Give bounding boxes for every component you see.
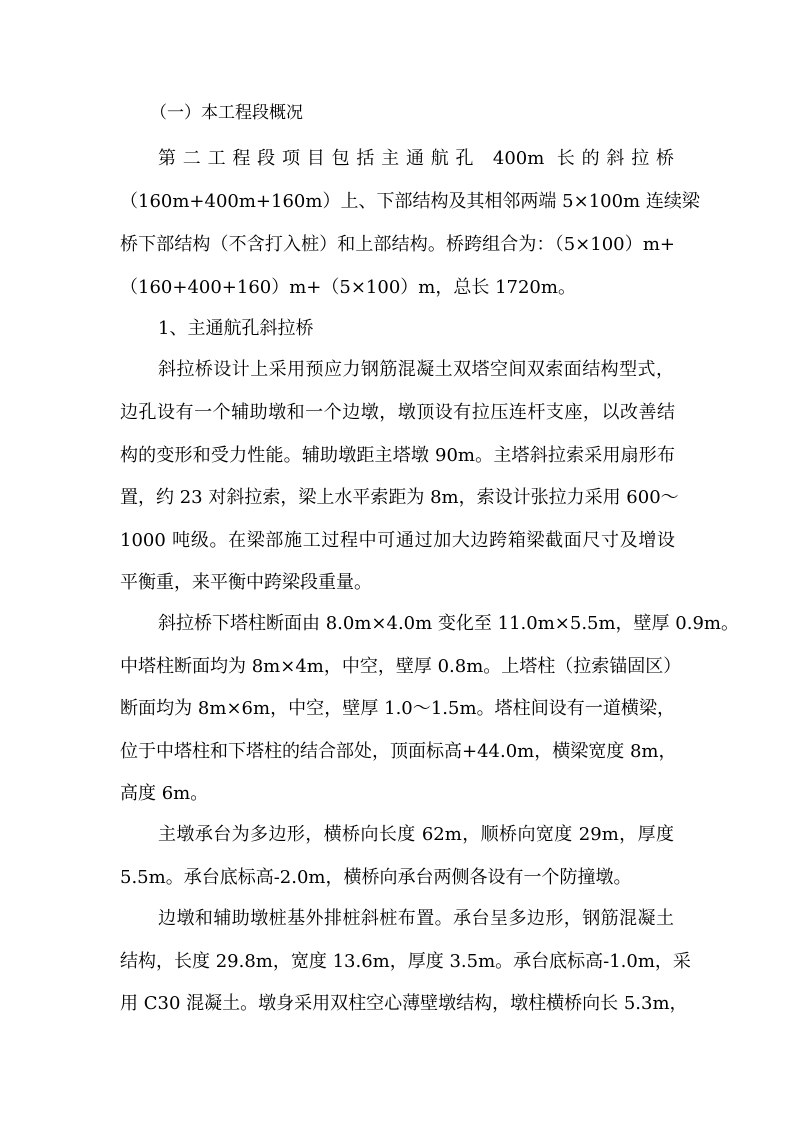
paragraph-line: （160m+400m+160m）上、下部结构及其相邻两端 5×100m 连续梁 — [120, 191, 700, 212]
paragraph-line: 斜拉桥设计上采用预应力钢筋混凝土双塔空间双索面结构型式， — [158, 359, 674, 380]
paragraph-line: 置，约 23 对斜拉索，梁上水平索距为 8m，索设计张拉力采用 600～ — [120, 487, 679, 508]
paragraph-line: 边墩和辅助墩桩基外排桩斜桩布置。承台呈多边形，钢筋混凝土 — [158, 908, 674, 929]
paragraph-line: 结构，长度 29.8m，宽度 13.6m，厚度 3.5m。承台底标高-1.0m，采 — [120, 951, 691, 972]
paragraph-line: 用 C30 混凝土。墩身采用双柱空心薄壁墩结构，墩柱横桥向长 5.3m， — [120, 993, 688, 1014]
paragraph-line: 构的变形和受力性能。辅助墩距主塔墩 90m。主塔斜拉索采用扇形布 — [120, 445, 675, 466]
paragraph-line: 位于中塔柱和下塔柱的结合部处，顶面标高+44.0m，横梁宽度 8m， — [120, 741, 677, 762]
paragraph-line: 平衡重，来平衡中跨梁段重量。 — [120, 572, 372, 593]
paragraph-line: 边孔设有一个辅助墩和一个边墩，墩顶设有拉压连杆支座，以改善结 — [120, 402, 675, 423]
paragraph-line: 高度 6m。 — [120, 783, 209, 804]
paragraph-line: 5.5m。承台底标高-2.0m，横桥向承台两侧各设有一个防撞墩。 — [120, 867, 632, 888]
paragraph-line: 中塔柱断面均为 8m×4m，中空，壁厚 0.8m。上塔柱（拉索锚固区） — [120, 656, 682, 677]
section-heading: （一）本工程段概况 — [150, 103, 303, 123]
paragraph-line: 斜拉桥下塔柱断面由 8.0m×4.0m 变化至 11.0m×5.5m，壁厚 0.9m。 — [158, 613, 739, 634]
paragraph-line: 主墩承台为多边形，横桥向长度 62m，顺桥向宽度 29m，厚度 — [158, 824, 674, 845]
paragraph-line: 断面均为 8m×6m，中空，壁厚 1.0～1.5m。塔柱间设有一道横梁， — [120, 698, 675, 719]
paragraph-line: 1000 吨级。在梁部施工过程中可通过加大边跨箱梁截面尺寸及增设 — [120, 530, 675, 551]
paragraph-line: （160+400+160）m+（5×100）m，总长 1720m。 — [120, 277, 576, 298]
paragraph-line: 第二工程段项目包括主通航孔 400m 长的斜拉桥 — [158, 148, 674, 169]
subsection-heading: 1、主通航孔斜拉桥 — [158, 318, 314, 339]
paragraph-line: 桥下部结构（不含打入桩）和上部结构。桥跨组合为：（5×100）m+ — [120, 234, 675, 255]
